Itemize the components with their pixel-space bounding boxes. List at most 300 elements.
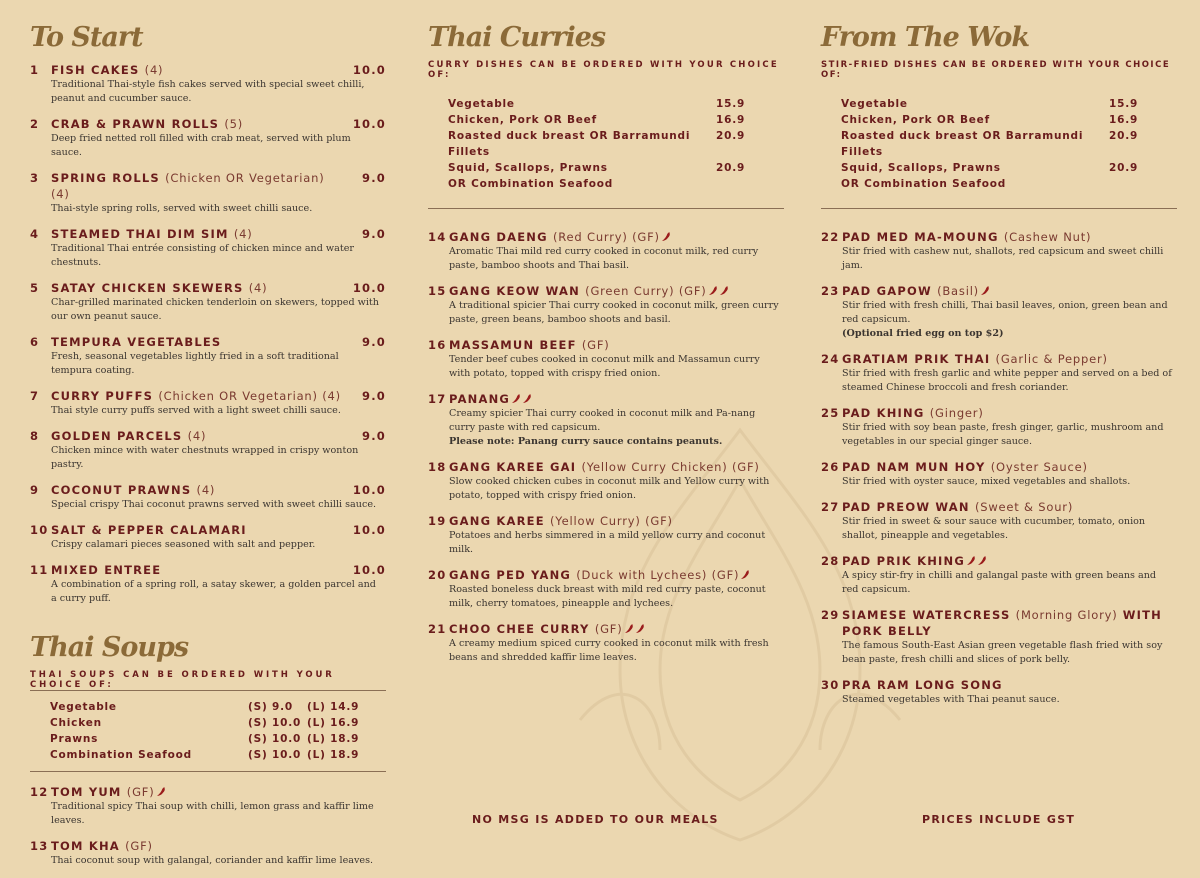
menu-item: [30, 522, 386, 552]
item-description-text: Crispy calamari pieces seasoned with salt and pepper.: [51, 539, 316, 550]
item-description: [842, 245, 1177, 273]
price-option-price: [1109, 176, 1157, 192]
item-description-text: Traditional spicy Thai soup with chilli, lemon grass and kaffir lime leaves.: [51, 801, 374, 826]
price-option-price: 16.9: [716, 114, 746, 126]
price-option-name: Chicken, Pork OR Beef: [448, 114, 597, 126]
soup-option-name: Combination Seafood: [50, 749, 192, 761]
menu-item-header: [30, 334, 386, 350]
soup-price-row: [50, 699, 366, 715]
menu-item: [30, 482, 386, 512]
chilli-icon: [981, 284, 990, 294]
item-description-text: Thai style curry puffs served with a light sweet chilli sauce.: [51, 405, 341, 416]
item-description: [842, 639, 1177, 667]
soup-price-table: [30, 690, 386, 772]
menu-item: [821, 229, 1177, 273]
item-price: 9.0: [362, 429, 386, 443]
item-description: [51, 350, 386, 378]
item-description-text: Fresh, seasonal vegetables lightly fried in a soft traditional tempura coating.: [51, 351, 339, 376]
item-number: 21: [428, 622, 447, 636]
wok-items: [821, 229, 1177, 707]
chilli-icon: [741, 568, 750, 578]
item-description-text: Traditional Thai-style fish cakes served with special sweet chilli, peanut and cucumber sauce.: [51, 79, 365, 104]
menu-item: [821, 677, 1177, 707]
item-name: PAD GAPOW: [842, 284, 932, 298]
menu-item-header: [30, 838, 386, 854]
item-name-line: [842, 459, 1177, 475]
menu-item-header: [428, 391, 784, 407]
item-name-line: [51, 482, 346, 498]
item-description-text: Stir fried with soy bean paste, fresh ginger, garlic, mushroom and vegetables in our special ginger sauce.: [842, 422, 1164, 447]
menu-item: [30, 428, 386, 472]
section-title: Thai Soups: [30, 632, 189, 663]
item-description: [51, 498, 386, 512]
item-description: [51, 242, 386, 270]
soup-items: [30, 784, 386, 868]
item-number: 23: [821, 284, 840, 298]
item-number: 2: [30, 117, 40, 131]
item-description-text: Slow cooked chicken cubes in coconut milk and Yellow curry with potato, topped with crispy fried onion.: [449, 476, 770, 501]
chilli-icon: [157, 785, 166, 795]
item-note: (Ginger): [929, 406, 984, 420]
item-name-line: [449, 459, 784, 475]
item-number: 17: [428, 392, 447, 406]
item-note: (GF): [126, 785, 155, 799]
item-number: 28: [821, 554, 840, 568]
item-name: PANANG: [449, 392, 511, 406]
item-description-text: Chicken mince with water chestnuts wrapped in crispy wonton pastry.: [51, 445, 359, 470]
from-the-wok-column: [821, 18, 1177, 717]
item-description-text: Aromatic Thai mild red curry cooked in coconut milk, red curry paste, bamboo shoots and Thai basil.: [449, 246, 759, 271]
price-option-row: [448, 96, 764, 112]
to-start-column: [30, 18, 386, 878]
item-description: [449, 407, 784, 449]
soup-small-price: (S) 9.0: [248, 701, 294, 713]
item-number: 20: [428, 568, 447, 582]
chilli-icon: [512, 392, 521, 402]
chilli-icon: [523, 392, 532, 402]
item-description-text: Stir fried with fresh garlic and white pepper and served on a bed of steamed Chinese broccoli and fresh coriander.: [842, 368, 1172, 393]
price-option-name: Roasted duck breast OR Barramundi Fillets: [841, 130, 1084, 158]
menu-item-header: [428, 567, 784, 583]
item-price: 10.0: [352, 281, 386, 295]
item-name: GOLDEN PARCELS: [51, 429, 183, 443]
item-description-text: Stir fried with oyster sauce, mixed vegetables and shallots.: [842, 476, 1131, 487]
item-name: GANG KAREE: [449, 514, 545, 528]
menu-item: [428, 283, 784, 327]
item-description: [51, 404, 386, 418]
item-description-text: Tender beef cubes cooked in coconut milk and Massamun curry with potato, topped with crispy fried onion.: [449, 354, 760, 379]
no-msg-notice: NO MSG IS ADDED TO OUR MEALS: [472, 813, 719, 826]
item-note: (Green Curry) (GF): [585, 284, 707, 298]
item-name: SATAY CHICKEN SKEWERS: [51, 281, 244, 295]
menu-item-header: [30, 482, 386, 498]
item-name-line: [51, 562, 346, 578]
item-price: 10.0: [352, 483, 386, 497]
item-description: [449, 529, 784, 557]
menu-item-header: [821, 677, 1177, 693]
item-name-line: [842, 283, 1177, 299]
price-option-price: 15.9: [716, 98, 746, 110]
menu-item: [30, 280, 386, 324]
item-description-text: Roasted boneless duck breast with mild red curry paste, coconut milk, cherry tomatoes, pineapple and lychees.: [449, 584, 766, 609]
item-number: 8: [30, 429, 40, 443]
price-option-row: [841, 176, 1157, 192]
menu-item-header: [30, 116, 386, 132]
item-price: 10.0: [352, 523, 386, 537]
item-number: 29: [821, 608, 840, 622]
menu-item-header: [428, 621, 784, 637]
price-option-row: [448, 112, 764, 128]
item-note: (4): [144, 63, 164, 77]
menu-item-header: [821, 607, 1177, 639]
menu-item: [428, 567, 784, 611]
item-description-text: Steamed vegetables with Thai peanut sauce.: [842, 694, 1060, 705]
price-option-name: Squid, Scallops, Prawns: [841, 162, 1001, 174]
gst-notice: PRICES INCLUDE GST: [922, 813, 1076, 826]
item-description: [51, 78, 386, 106]
price-option-name: Chicken, Pork OR Beef: [841, 114, 990, 126]
item-name-line: [842, 229, 1177, 245]
item-description-text: A creamy medium spiced curry cooked in coconut milk with fresh beans and shredded kaffir lime leaves.: [449, 638, 769, 663]
price-option-name: OR Combination Seafood: [841, 178, 1007, 190]
chilli-icon: [720, 284, 729, 294]
menu-item: [821, 553, 1177, 597]
item-price: 9.0: [362, 389, 386, 403]
soup-option-name: Prawns: [50, 733, 99, 745]
item-description-text: Potatoes and herbs simmered in a mild yellow curry and coconut milk.: [449, 530, 766, 555]
price-option-name: Roasted duck breast OR Barramundi Fillets: [448, 130, 691, 158]
item-name: MASSAMUN BEEF: [449, 338, 577, 352]
item-name-line: [51, 388, 346, 404]
item-name-line: [449, 567, 784, 583]
item-note: (Sweet & Sour): [974, 500, 1074, 514]
item-note: (GF): [581, 338, 610, 352]
menu-item: [821, 499, 1177, 543]
item-name: PAD KHING: [842, 406, 925, 420]
soup-small-price: (S) 10.0: [248, 749, 302, 761]
soup-price-row: [50, 715, 366, 731]
price-option-price: 15.9: [1109, 98, 1139, 110]
item-description: [449, 637, 784, 665]
item-description: [449, 475, 784, 503]
item-name: SALT & PEPPER CALAMARI: [51, 523, 247, 537]
item-note: (Basil): [937, 284, 979, 298]
item-description-text: A traditional spicier Thai curry cooked in coconut milk, green curry paste, green beans, bamboo shoots and basil.: [449, 300, 779, 325]
menu-item: [30, 784, 386, 828]
item-description-text: A combination of a spring roll, a satay skewer, a golden parcel and a curry puff.: [51, 579, 376, 604]
item-description: [51, 296, 386, 324]
menu-item: [821, 405, 1177, 449]
item-number: 6: [30, 335, 40, 349]
menu-item: [821, 283, 1177, 341]
item-name: PAD NAM MUN HOY: [842, 460, 986, 474]
item-name-line: [449, 621, 784, 637]
item-number: 1: [30, 63, 40, 77]
item-name-line: [51, 62, 346, 78]
menu-item: [30, 116, 386, 160]
chilli-icon: [709, 284, 718, 294]
item-description-text: A spicy stir-fry in chilli and galangal paste with green beans and red capsicum.: [842, 570, 1157, 595]
item-description-text: Char-grilled marinated chicken tenderloin on skewers, topped with our own peanut sauce.: [51, 297, 379, 322]
item-description: [51, 444, 386, 472]
item-name: CHOO CHEE CURRY: [449, 622, 590, 636]
price-option-row: [448, 160, 764, 176]
item-name-suffix: WITH PORK BELLY: [842, 608, 1162, 638]
item-description-text: Thai-style spring rolls, served with sweet chilli sauce.: [51, 203, 313, 214]
item-price: 9.0: [362, 171, 386, 185]
item-note: (Garlic & Pepper): [995, 352, 1108, 366]
item-name-line: [51, 170, 346, 202]
chilli-icon: [636, 622, 645, 632]
item-description: [51, 132, 386, 160]
price-option-row: [841, 96, 1157, 112]
menu-item: [428, 337, 784, 381]
soup-price-row: [50, 731, 366, 747]
item-number: 13: [30, 839, 49, 853]
item-note: (5): [224, 117, 244, 131]
item-name-line: [449, 283, 784, 299]
item-name: TEMPURA VEGETABLES: [51, 335, 222, 349]
curry-price-table: [428, 96, 784, 209]
item-name-line: [449, 513, 784, 529]
item-note-bold: Please note: Panang curry sauce contains peanuts.: [449, 436, 723, 447]
item-note: (4): [187, 429, 207, 443]
thai-curries-column: [428, 18, 784, 675]
item-note: (Yellow Curry) (GF): [550, 514, 673, 528]
item-name-line: [51, 784, 386, 800]
section-subtitle: STIR-FRIED DISHES CAN BE ORDERED WITH YOUR CHOICE OF:: [821, 60, 1171, 80]
soup-option-name: Chicken: [50, 717, 102, 729]
soup-small-price: (S) 10.0: [248, 733, 302, 745]
item-number: 3: [30, 171, 40, 185]
section-title: From The Wok: [821, 22, 1030, 53]
item-number: 18: [428, 460, 447, 474]
item-name: PAD PREOW WAN: [842, 500, 970, 514]
price-option-row: [448, 176, 764, 192]
soup-large-price: (L) 18.9: [307, 733, 360, 745]
item-description: [449, 353, 784, 381]
menu-item: [821, 607, 1177, 667]
menu-item-header: [428, 459, 784, 475]
menu-item: [30, 334, 386, 378]
item-description: [449, 245, 784, 273]
menu-item-header: [821, 351, 1177, 367]
item-description-text: Creamy spicier Thai curry cooked in coconut milk and Pa-nang curry paste with red capsicum.: [449, 408, 756, 433]
item-name-line: [842, 351, 1177, 367]
item-name: GANG PED YANG: [449, 568, 572, 582]
item-name: PAD PRIK KHING: [842, 554, 965, 568]
item-number: 5: [30, 281, 40, 295]
item-description-text: Stir fried in sweet & sour sauce with cucumber, tomato, onion shallot, pineapple and vegetables.: [842, 516, 1146, 541]
soup-small-price: (S) 10.0: [248, 717, 302, 729]
price-option-row: [841, 128, 1157, 160]
chilli-icon: [662, 230, 671, 240]
price-option-price: 20.9: [716, 130, 746, 142]
item-description: [449, 583, 784, 611]
item-description-text: Stir fried with fresh chilli, Thai basil leaves, onion, green bean and red capsicum.: [842, 300, 1168, 325]
menu-item-header: [428, 283, 784, 299]
item-name-line: [51, 280, 346, 296]
item-number: 16: [428, 338, 447, 352]
price-option-name: Vegetable: [448, 98, 515, 110]
item-name-line: [51, 116, 346, 132]
menu-item-header: [30, 62, 386, 78]
item-name: TOM YUM: [51, 785, 122, 799]
menu-item-header: [30, 388, 386, 404]
item-name-line: [449, 337, 784, 353]
menu-item: [428, 391, 784, 449]
item-note: (4): [233, 227, 253, 241]
soup-large-price: (L) 16.9: [307, 717, 360, 729]
item-number: 4: [30, 227, 40, 241]
item-description: [51, 854, 386, 868]
to-start-items: [30, 62, 386, 606]
item-name: PRA RAM LONG SONG: [842, 678, 1003, 692]
menu-item-header: [30, 784, 386, 800]
item-note: (GF): [594, 622, 623, 636]
item-description: [449, 299, 784, 327]
menu-item: [428, 621, 784, 665]
soup-option-name: Vegetable: [50, 701, 117, 713]
item-description-text: Traditional Thai entrée consisting of chicken mince and water chestnuts.: [51, 243, 354, 268]
price-option-name: OR Combination Seafood: [448, 178, 614, 190]
item-name: CURRY PUFFS: [51, 389, 154, 403]
soup-price-row: [50, 747, 366, 763]
item-name-line: [449, 391, 784, 407]
item-price: 10.0: [352, 563, 386, 577]
item-description-text: Thai coconut soup with galangal, coriander and kaffir lime leaves.: [51, 855, 374, 866]
item-description-text: The famous South-East Asian green vegetable flash fried with soy bean paste, fresh chilli and slices of pork belly.: [842, 640, 1163, 665]
item-name: CRAB & PRAWN ROLLS: [51, 117, 220, 131]
item-name: TOM KHA: [51, 839, 120, 853]
menu-item: [821, 459, 1177, 489]
item-name: MIXED ENTREE: [51, 563, 162, 577]
item-number: 9: [30, 483, 40, 497]
item-number: 11: [30, 563, 49, 577]
item-name-line: [449, 229, 784, 245]
item-name-line: [51, 838, 386, 854]
menu-item-header: [30, 226, 386, 242]
item-description: [51, 578, 386, 606]
menu-item-header: [821, 459, 1177, 475]
item-note: (Oyster Sauce): [990, 460, 1088, 474]
price-option-price: 20.9: [1109, 162, 1139, 174]
item-name: GRATIAM PRIK THAI: [842, 352, 991, 366]
item-name: PAD MED MA-MOUNG: [842, 230, 999, 244]
price-option-price: 20.9: [716, 162, 746, 174]
menu-item-header: [821, 553, 1177, 569]
item-name-line: [842, 553, 1177, 569]
item-description: [842, 421, 1177, 449]
menu-item: [428, 459, 784, 503]
menu-item-header: [30, 522, 386, 538]
item-number: 30: [821, 678, 840, 692]
item-description: [51, 202, 386, 216]
item-note: (Yellow Curry Chicken) (GF): [581, 460, 760, 474]
item-name: GANG DAENG: [449, 230, 548, 244]
soup-large-price: (L) 18.9: [307, 749, 360, 761]
price-option-row: [841, 112, 1157, 128]
section-title: To Start: [30, 22, 143, 53]
item-name-line: [51, 522, 346, 538]
menu-item: [30, 388, 386, 418]
item-note: (Duck with Lychees) (GF): [576, 568, 740, 582]
item-number: 26: [821, 460, 840, 474]
menu-item: [428, 513, 784, 557]
item-note: (Red Curry) (GF): [553, 230, 660, 244]
item-name: GANG KAREE GAI: [449, 460, 577, 474]
item-price: 10.0: [352, 63, 386, 77]
menu-item: [428, 229, 784, 273]
item-name: SIAMESE WATERCRESS: [842, 608, 1011, 622]
item-name: SPRING ROLLS: [51, 171, 160, 185]
menu-item-header: [821, 499, 1177, 515]
item-description: [842, 515, 1177, 543]
menu-item: [30, 562, 386, 606]
item-number: 15: [428, 284, 447, 298]
menu-item: [821, 351, 1177, 395]
item-price: 9.0: [362, 227, 386, 241]
price-option-price: 16.9: [1109, 114, 1139, 126]
item-description-text: Stir fried with cashew nut, shallots, red capsicum and sweet chilli jam.: [842, 246, 1164, 271]
menu-item: [30, 62, 386, 106]
item-note: (Morning Glory): [1015, 608, 1118, 622]
item-note: (4): [196, 483, 216, 497]
item-name-line: [51, 334, 346, 350]
item-description: [842, 569, 1177, 597]
item-name-line: [51, 428, 346, 444]
item-note: (Chicken OR Vegetarian) (4): [51, 171, 325, 201]
section-subtitle: CURRY DISHES CAN BE ORDERED WITH YOUR CHOICE OF:: [428, 60, 779, 80]
menu-item-header: [821, 405, 1177, 421]
item-note: (Chicken OR Vegetarian) (4): [158, 389, 341, 403]
item-description: [51, 800, 386, 828]
price-option-row: [841, 160, 1157, 176]
chilli-icon: [967, 554, 976, 564]
item-note: (Cashew Nut): [1003, 230, 1092, 244]
item-name-line: [842, 499, 1177, 515]
section-title: Thai Curries: [428, 22, 606, 53]
item-description: [842, 475, 1177, 489]
item-name: COCONUT PRAWNS: [51, 483, 192, 497]
item-number: 7: [30, 389, 40, 403]
menu-item: [30, 838, 386, 868]
menu-item-header: [821, 229, 1177, 245]
menu-item: [30, 226, 386, 270]
item-note: (GF): [125, 839, 153, 853]
item-number: 27: [821, 500, 840, 514]
price-option-name: Vegetable: [841, 98, 908, 110]
menu-item-header: [428, 229, 784, 245]
soup-large-price: (L) 14.9: [307, 701, 360, 713]
menu-item: [30, 170, 386, 216]
item-description: [51, 538, 386, 552]
menu-item-header: [821, 283, 1177, 299]
item-number: 22: [821, 230, 840, 244]
item-name-line: [51, 226, 346, 242]
menu-item-header: [30, 170, 386, 202]
item-name-line: [842, 607, 1177, 639]
menu-item-header: [428, 337, 784, 353]
menu-item-header: [30, 280, 386, 296]
price-option-price: 20.9: [1109, 130, 1139, 142]
price-option-price: [716, 176, 764, 192]
item-number: 14: [428, 230, 447, 244]
section-subtitle: THAI SOUPS CAN BE ORDERED WITH YOUR CHOICE OF:: [30, 670, 335, 690]
chilli-icon: [625, 622, 634, 632]
menu-item-header: [30, 562, 386, 578]
item-name-line: [842, 405, 1177, 421]
